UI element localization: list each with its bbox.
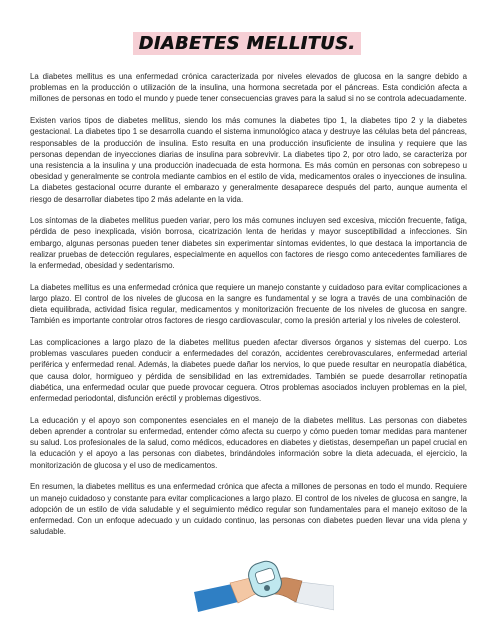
paragraph-intro: La diabetes mellitus es una enfermedad crónica caracterizada por niveles elevados de glucosa en la sangre debido a problemas en la producción o utilización de la insulina, una hormona secretada por el páncreas. Esta condición afecta a millones de personas en todo el mundo y puede tener consecuencias graves para la salud si no se controla adecuadamente. — [30, 72, 467, 104]
paragraph-complications: Las complicaciones a largo plazo de la diabetes mellitus pueden afectar diversos órganos y sistemas del cuerpo. Los problemas vasculares pueden conducir a enfermedades del corazón, accidentes cerebrovasculares, enfermedad arterial periférica y enfermedad renal. Además, la diabetes puede dañar los nervios, lo que puede resultar en neuropatía diabética, que causa dolor, hormigueo y pérdida de sensibilidad en las extremidades. También se puede desarrollar retinopatía diabética, una enfermedad ocular que puede provocar ceguera. Otros problemas asociados incluyen problemas en la piel, enfermedad periodontal, disfunción eréctil y problemas digestivos. — [30, 338, 467, 404]
page-title: DIABETES MELLITUS. — [133, 32, 362, 55]
paragraph-symptoms: Los síntomas de la diabetes mellitus pueden variar, pero los más comunes incluyen sed excesiva, micción frecuente, fatiga, pérdida de peso inexplicada, visión borrosa, cicatrización lenta de heridas y mayor susceptibilidad a infecciones. Sin embargo, algunas personas pueden tener diabetes sin experimentar síntomas evidentes, lo que destaca la importancia de realizar pruebas de detección regulares, especialmente en aquellos con factores de riesgo como antecedentes familiares de la enfermedad, obesidad y sedentarismo. — [30, 216, 467, 271]
paragraph-education: La educación y el apoyo son componentes esenciales en el manejo de la diabetes mellitus. Las personas con diabetes deben aprender a controlar su enfermedad, entender cómo afecta su cuerpo y cómo pueden tomar medidas para mantener su salud. Los profesionales de la salud, como médicos, educadores en diabetes y dietistas, desempeñan un papel crucial en la educación y el apoyo a las personas con diabetes, brindándoles información sobre la dieta adecuada, el ejercicio, la monitorización de glucosa y el uso de medicamentos. — [30, 415, 467, 470]
paragraph-management: La diabetes mellitus es una enfermedad crónica que requiere un manejo constante y cuidadoso para evitar complicaciones a largo plazo. El control de los niveles de glucosa en la sangre es fundamental y se logra a través de una combinación de dieta equilibrada, actividad física regular, medicamentos y monitorización frecuente de los niveles de glucosa en sangre. También es importante controlar otros factores de riesgo cardiovascular, como la presión arterial y los niveles de colesterol. — [30, 282, 467, 326]
left-sleeve — [194, 584, 238, 612]
paragraph-summary: En resumen, la diabetes mellitus es una enfermedad crónica que afecta a millones de personas en todo el mundo. Requiere un manejo cuidadoso y constante para evitar complicaciones a largo plazo. El control de los niveles de glucosa en sangre, la adopción de un estilo de vida saludable y el seguimiento médico regular son fundamentales para el manejo exitoso de la enfermedad. Con un enfoque adecuado y un cuidado continuo, las personas con diabetes pueden llevar una vida plena y saludable. — [30, 482, 467, 537]
hands-glucometer-icon — [194, 552, 334, 622]
document-body — [30, 71, 467, 548]
glucometer-button — [264, 585, 270, 591]
paragraph-types: Existen varios tipos de diabetes mellitus, siendo los más comunes la diabetes tipo 1, la diabetes tipo 2 y la diabetes gestacional. La diabetes tipo 1 se desarrolla cuando el sistema inmunológico ataca y destruye las células beta del páncreas, responsables de la producción de insulina. Esto resulta en una producción insuficiente de insulina y requiere que las personas dependan de inyecciones diarias de insulina para sobrevivir. La diabetes tipo 2, por otro lado, se caracteriza por una resistencia a la insulina y una producción inadecuada de esta hormona. Es más común en personas con sobrepeso u obesidad y generalmente se controla mediante cambios en el estilo de vida, medicamentos orales o inyecciones de insulina. La diabetes gestacional ocurre durante el embarazo y generalmente desaparece después del parto, aunque aumenta el riesgo de desarrollar diabetes tipo 2 más adelante en la vida. — [30, 116, 467, 204]
title-area — [0, 32, 494, 55]
